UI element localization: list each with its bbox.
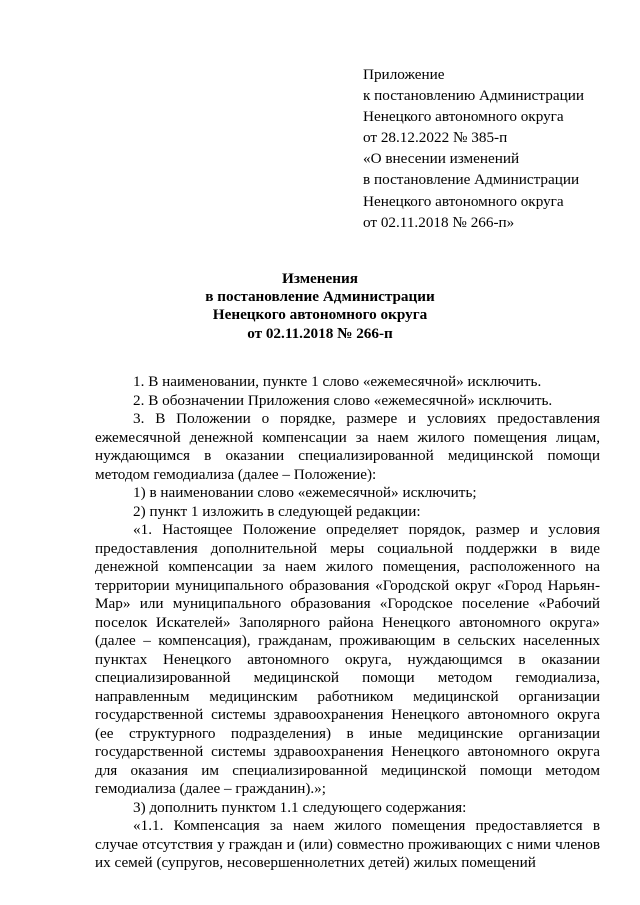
- paragraph: 3) дополнить пунктом 1.1 следующего содержания:: [133, 798, 467, 816]
- title-line: Изменения: [282, 270, 358, 287]
- document-title: [0, 270, 640, 343]
- title-line: от 02.11.2018 № 266-п: [247, 324, 393, 342]
- paragraph: 1. В наименовании, пункте 1 слово «ежемесячной» исключить.: [133, 373, 542, 390]
- document-body: [95, 373, 600, 873]
- paragraph: 2. В обозначении Приложения слово «ежемесячной» исключить.: [133, 391, 553, 409]
- appendix-line: Приложение: [363, 66, 445, 83]
- appendix-line: Ненецкого автономного округа: [363, 192, 564, 210]
- title-line: Ненецкого автономного округа: [212, 306, 428, 324]
- paragraph: «1. Настоящее Положение определяет порядок, размер и условия предоставления дополнительной меры социальной поддержки в виде денежной компенсации за наем жилого помещения, расположенного на территории муниципального образования «Городской округ «Город Нарьян-Мар» или муниципального образования «Городское поселение «Рабочий поселок Искателей» Заполярного района Ненецкого автономного округа» (далее – компенсация), гражданам, проживающим в сельских населенных пунктах Ненецкого автономного округа, нуждающимся в оказании специализированной медицинской помощи методом гемодиализа, направленным медицинским работником медицинской организации государственной системы здравоохранения Ненецкого автономного округа (ее структурного подразделения) в иные медицинские организации государственной системы здравоохранения Ненецкого автономного округа для оказания им специализированной медицинской помощи методом гемодиализа (далее – гражданин).»;: [95, 521, 600, 797]
- appendix-line: от 28.12.2022 № 385-п: [363, 129, 508, 147]
- paragraph: 1) в наименовании слово «ежемесячной» исключить;: [133, 484, 477, 501]
- appendix-block: [363, 64, 623, 233]
- appendix-line: Ненецкого автономного округа: [363, 108, 564, 126]
- appendix-line: от 02.11.2018 № 266-п»: [363, 213, 515, 231]
- paragraph: 3. В Положении о порядке, размере и условиях предоставления ежемесячной денежной компенсации за наем жилого помещения лицам, нуждающимся в оказании специализированной медицинской помощи методом гемодиализа (далее – Положение):: [95, 410, 600, 483]
- appendix-line: к постановлению Администрации: [363, 87, 584, 105]
- title-line: в постановление Администрации: [205, 288, 435, 306]
- appendix-line: в постановление Администрации: [363, 171, 580, 189]
- paragraph: «1.1. Компенсация за наем жилого помещения предоставляется в случае отсутствия у граждан и (или) совместно проживающих с ними членов их семей (супругов, несовершеннолетних детей) жилых помещений: [95, 817, 600, 871]
- paragraph: 2) пункт 1 изложить в следующей редакции:: [133, 502, 421, 520]
- appendix-line: «О внесении изменений: [363, 150, 520, 168]
